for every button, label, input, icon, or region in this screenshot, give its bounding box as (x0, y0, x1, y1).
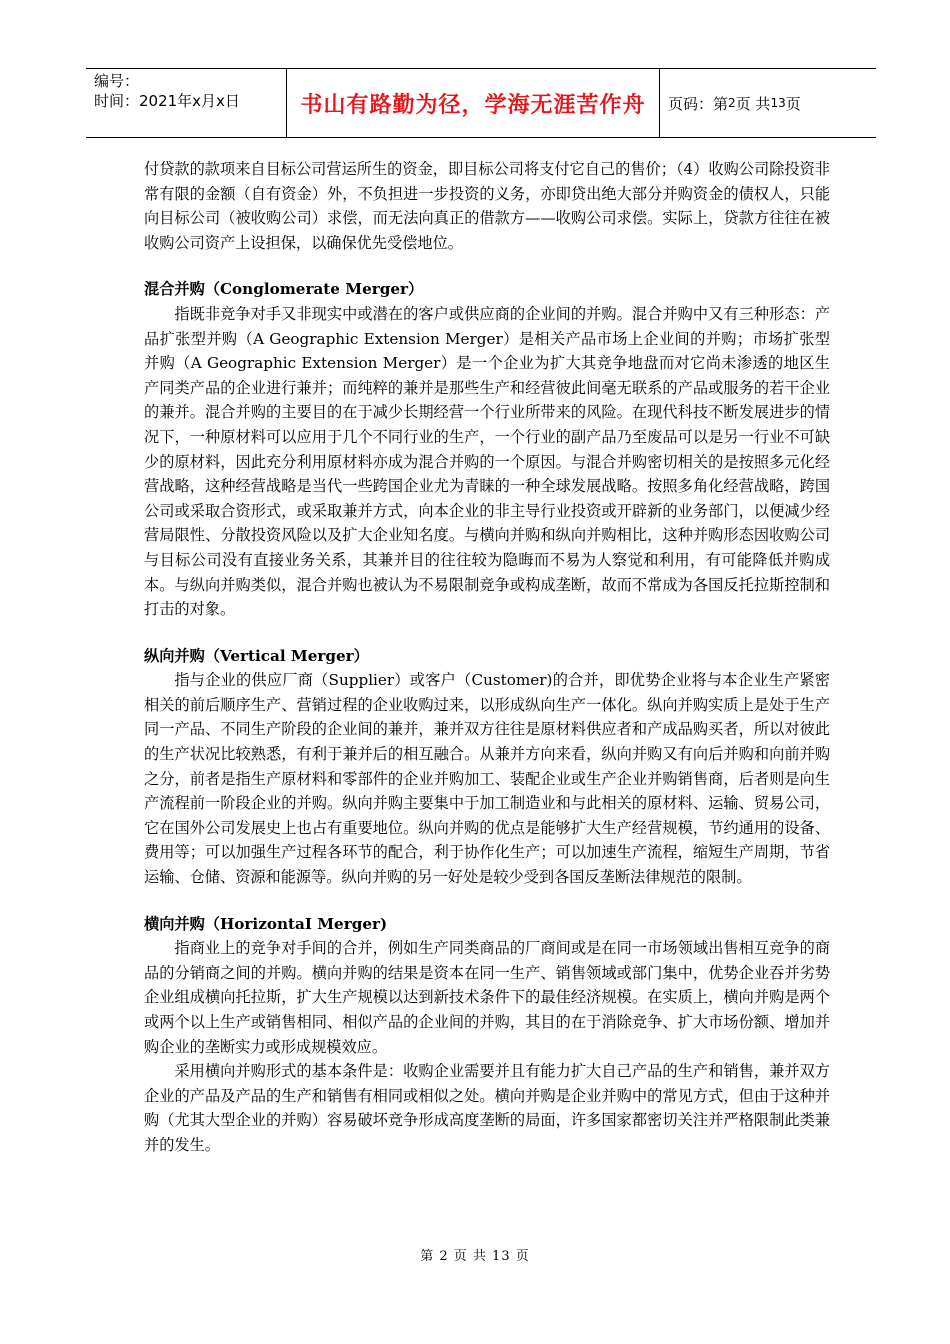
section-paragraph: 指商业上的竞争对手间的合并，例如生产同类商品的厂商间或是在同一市场领域出售相互竞争的商品的分销商之间的并购。横向并购的结果是资本在同一生产、销售领域或部门集中，优势企业吞并劣势企业组成横向托拉斯，扩大生产规模以达到新技术条件下的最佳经济规模。在实质上，横向并购是两个或两个以上生产或销售相同、相似产品的企业间的并购，其目的在于消除竞争、扩大市场份额、增加并购企业的垄断实力或形成规模效应。 (144, 939, 830, 1056)
section-title-vertical: 纵向并购（Vertical Merger） (144, 646, 369, 665)
page-total: 13 (770, 96, 786, 110)
section-paragraph: 指与企业的供应厂商（Supplier）或客户（Customer)的合并，即优势企业将与本企业生产紧密相关的前后顺序生产、营销过程的企业收购过来，以形成纵向生产一体化。纵向并购实质上是处于生产同一产品、不同生产阶段的企业间的兼并，兼并双方往往是原材料供应者和产成品购买者，所以对彼此的生产状况比较熟悉，有利于兼并后的相互融合。从兼并方向来看，纵向并购又有向后并购和向前并购之分，前者是指生产原材料和零部件的企业并购加工、装配企业或生产企业并购销售商，后者则是向生产流程前一阶段企业的并购。纵向并购主要集中于加工制造业和与此相关的原材料、运输、贸易公司，它在国外公司发展史上也占有重要地位。纵向并购的优点是能够扩大生产经营规模，节约通用的设备、费用等；可以加强生产过程各环节的配合，利于协作化生产；可以加速生产流程，缩短生产周期，节省运输、仓储、资源和能源等。纵向并购的另一好处是较少受到各国反垄断法律规范的限制。 (144, 671, 830, 887)
section-title-horizontal: 横向并购（HorizontaI Merger) (144, 914, 388, 933)
section-title-conglomerate: 混合并购（Conglomerate Merger） (144, 280, 424, 299)
document-date: 时间：2021年x月x日 (94, 92, 240, 110)
header-page-info (660, 69, 876, 137)
page-number: 2 (728, 96, 736, 110)
intro-paragraph: 付贷款的款项来自目标公司营运所生的资金，即目标公司将支付它自己的售价；（4）收购公司除投资非常有限的金额（自有资金）外，不负担进一步投资的义务，亦即贷出绝大部分并购资金的债权人，只能向目标公司（被收购公司）求偿，而无法向真正的借款方——收购公司求偿。实际上，贷款方往往在被收购公司资产上设担保，以确保优先受偿地位。 (144, 160, 830, 252)
header-motto: 书山有路勤为径，学海无涯苦作舟 (287, 69, 660, 137)
page-suffix: 页 (785, 94, 801, 113)
document-body (144, 157, 830, 1158)
document-number: 编号： (94, 72, 140, 90)
page-prefix: 页码：第 (668, 94, 729, 113)
header-meta (86, 69, 287, 137)
section-paragraph: 采用横向并购形式的基本条件是：收购企业需要并且有能力扩大自己产品的生产和销售，兼并双方企业的产品及产品的生产和销售有相同或相似之处。横向并购是企业并购中的常见方式，但由于这种并购（尤其大型企业的并购）容易破坏竞争形成高度垄断的局面，许多国家都密切关注并严格限制此类兼并的发生。 (144, 1062, 830, 1154)
section-paragraph: 指既非竞争对手又非现实中或潜在的客户或供应商的企业间的并购。混合并购中又有三种形态：产品扩张型并购（A Geographic Extension Merger）是相关产品市场上企业间的并购；市场扩张型并购（A Geographic Extension Merger）是一个企业为扩大其竞争地盘而对它尚未渗透的地区生产同类产品的企业进行兼并；而纯粹的兼并是那些生产和经营彼此间毫无联系的产品或服务的若干企业的兼并。混合并购的主要目的在于减少长期经营一个行业所带来的风险。在现代科技不断发展进步的情况下，一种原材料可以应用于几个不同行业的生产，一个行业的副产品乃至废品可以是另一行业不可缺少的原材料，因此充分利用原材料亦成为混合并购的一个原因。与混合并购密切相关的是按照多元化经营战略，这种经营战略是当代一些跨国企业尤为青睐的一种全球发展战略。按照多角化经营战略，跨国公司或采取合资形式，或采取兼并方式，向本企业的非主导行业投资或开辟新的业务部门，以便减少经营局限性、分散投资风险以及扩大企业知名度。与横向并购和纵向并购相比，这种并购形态因收购公司与目标公司没有直接业务关系，其兼并目的往往较为隐晦而不易为人察觉和利用，有可能降低并购成本。与纵向并购类似，混合并购也被认为不易限制竞争或构成垄断，故而不常成为各国反托拉斯控制和打击的对象。 (144, 304, 830, 619)
page-header (86, 68, 876, 138)
page-mid: 页 共 (735, 94, 771, 113)
page-footer: 第 2 页 共 13 页 (420, 1249, 530, 1264)
